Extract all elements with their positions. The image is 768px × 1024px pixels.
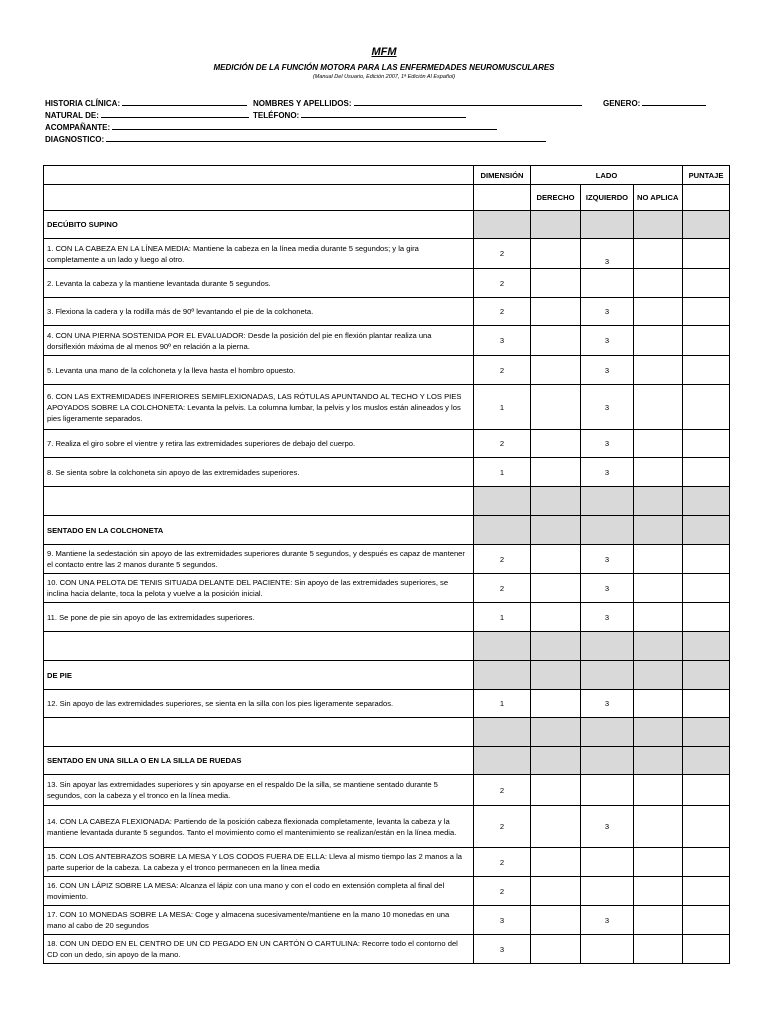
item-text: 3. Flexiona la cadera y la rodilla más de 90º levantando el pie de la colchoneta. bbox=[44, 298, 474, 326]
item-row bbox=[44, 775, 730, 806]
shaded-cell bbox=[581, 718, 634, 747]
field-genero-label: GENERO: bbox=[603, 99, 641, 108]
item-row bbox=[44, 848, 730, 877]
score-derecho-cell[interactable] bbox=[531, 775, 581, 806]
shaded-cell bbox=[683, 487, 730, 516]
item-izquierdo[interactable] bbox=[581, 269, 634, 298]
score-puntaje-cell[interactable] bbox=[683, 239, 730, 269]
shaded-cell bbox=[581, 747, 634, 775]
shaded-cell bbox=[474, 747, 531, 775]
shaded-cell bbox=[474, 718, 531, 747]
shaded-cell bbox=[634, 718, 683, 747]
item-izquierdo[interactable] bbox=[581, 775, 634, 806]
item-text: 10. CON UNA PELOTA DE TENIS SITUADA DELANTE DEL PACIENTE: Sin apoyo de las extremidades superiores, se inclina hacia delante, toca la pelota y vuelve a la posición inicial. bbox=[44, 574, 474, 603]
shaded-cell bbox=[683, 632, 730, 661]
score-no-aplica-cell[interactable] bbox=[634, 545, 683, 574]
item-text: 5. Levanta una mano de la colchoneta y la lleva hasta el hombro opuesto. bbox=[44, 356, 474, 385]
item-dimension: 3 bbox=[474, 906, 531, 935]
score-derecho-cell[interactable] bbox=[531, 906, 581, 935]
item-text: 7. Realiza el giro sobre el vientre y retira las extremidades superiores de debajo del cuerpo. bbox=[44, 430, 474, 458]
item-text: 9. Mantiene la sedestación sin apoyo de las extremidades superiores durante 5 segundos, y después es capaz de mantener el contacto entre las 2 manos durante 5 segundos. bbox=[44, 545, 474, 574]
score-puntaje-cell[interactable] bbox=[683, 690, 730, 718]
score-derecho-cell[interactable] bbox=[531, 269, 581, 298]
item-text: 2. Levanta la cabeza y la mantiene levantada durante 5 segundos. bbox=[44, 269, 474, 298]
score-derecho-cell[interactable] bbox=[531, 574, 581, 603]
shaded-cell bbox=[581, 487, 634, 516]
spacer-cell bbox=[44, 632, 474, 661]
shaded-cell bbox=[531, 487, 581, 516]
score-puntaje-cell[interactable] bbox=[683, 458, 730, 487]
field-acompanante-line[interactable] bbox=[112, 122, 497, 130]
score-no-aplica-cell[interactable] bbox=[634, 356, 683, 385]
item-row bbox=[44, 430, 730, 458]
header-row-1 bbox=[44, 166, 730, 185]
spacer-cell bbox=[44, 718, 474, 747]
shaded-cell bbox=[634, 516, 683, 545]
score-derecho-cell[interactable] bbox=[531, 603, 581, 632]
item-izquierdo[interactable] bbox=[581, 877, 634, 906]
item-row bbox=[44, 356, 730, 385]
item-izquierdo[interactable]: 3 bbox=[581, 458, 634, 487]
field-genero bbox=[603, 98, 706, 108]
item-text: 14. CON LA CABEZA FLEXIONADA: Partiendo de la posición cabeza flexionada completamente, levanta la cabeza y la mantiene levantada durante 5 segundos. Tanto el movimiento como el mantenimiento se realizan/están en la línea media. bbox=[44, 806, 474, 848]
score-no-aplica-cell[interactable] bbox=[634, 935, 683, 964]
item-text: 1. CON LA CABEZA EN LA LÍNEA MEDIA: Mantiene la cabeza en la línea media durante 5 segundos; y la gira completamente a un lado y luego al otro. bbox=[44, 239, 474, 269]
item-izquierdo[interactable]: 3 bbox=[581, 603, 634, 632]
score-derecho-cell[interactable] bbox=[531, 356, 581, 385]
score-no-aplica-cell[interactable] bbox=[634, 806, 683, 848]
item-row bbox=[44, 877, 730, 906]
item-izquierdo[interactable]: 3 bbox=[581, 385, 634, 430]
score-puntaje-cell[interactable] bbox=[683, 775, 730, 806]
spacer-cell bbox=[44, 487, 474, 516]
item-dimension: 3 bbox=[474, 326, 531, 356]
score-no-aplica-cell[interactable] bbox=[634, 458, 683, 487]
field-nombres bbox=[253, 98, 582, 108]
item-text: 13. Sin apoyar las extremidades superiores y sin apoyarse en el respaldo De la silla, se mantiene sentado durante 5 segundos, con la cabeza y el tronco en la línea media. bbox=[44, 775, 474, 806]
shaded-cell bbox=[581, 661, 634, 690]
score-puntaje-cell[interactable] bbox=[683, 574, 730, 603]
item-row bbox=[44, 935, 730, 964]
shaded-cell bbox=[634, 487, 683, 516]
score-puntaje-cell[interactable] bbox=[683, 806, 730, 848]
item-text: 17. CON 10 MONEDAS SOBRE LA MESA: Coge y almacena sucesivamente/mantiene en la mano 10 monedas en una mano al cabo de 20 segundos bbox=[44, 906, 474, 935]
shaded-cell bbox=[581, 516, 634, 545]
spacer-row bbox=[44, 632, 730, 661]
score-puntaje-cell[interactable] bbox=[683, 906, 730, 935]
shaded-cell bbox=[683, 747, 730, 775]
score-no-aplica-cell[interactable] bbox=[634, 690, 683, 718]
shaded-cell bbox=[581, 632, 634, 661]
shaded-cell bbox=[683, 661, 730, 690]
item-row bbox=[44, 574, 730, 603]
score-no-aplica-cell[interactable] bbox=[634, 906, 683, 935]
item-dimension: 2 bbox=[474, 877, 531, 906]
item-dimension: 1 bbox=[474, 690, 531, 718]
shaded-cell bbox=[683, 211, 730, 239]
col-dimension: DIMENSIÓN bbox=[474, 166, 531, 185]
header-row-2 bbox=[44, 185, 730, 211]
shaded-cell bbox=[683, 516, 730, 545]
score-puntaje-cell[interactable] bbox=[683, 298, 730, 326]
item-row bbox=[44, 906, 730, 935]
field-acompanante bbox=[45, 122, 497, 132]
score-no-aplica-cell[interactable] bbox=[634, 877, 683, 906]
field-diagnostico bbox=[45, 134, 546, 144]
score-no-aplica-cell[interactable] bbox=[634, 385, 683, 430]
shaded-cell bbox=[474, 211, 531, 239]
score-puntaje-cell[interactable] bbox=[683, 545, 730, 574]
score-derecho-cell[interactable] bbox=[531, 806, 581, 848]
item-izquierdo[interactable]: 3 bbox=[581, 545, 634, 574]
item-izquierdo[interactable]: 3 bbox=[581, 690, 634, 718]
shaded-cell bbox=[531, 632, 581, 661]
col-lado: LADO bbox=[531, 166, 683, 185]
col-derecho: DERECHO bbox=[531, 185, 581, 211]
item-izquierdo[interactable]: 3 bbox=[581, 298, 634, 326]
section-title: SENTADO EN LA COLCHONETA bbox=[44, 516, 474, 545]
item-dimension: 2 bbox=[474, 848, 531, 877]
item-dimension: 2 bbox=[474, 775, 531, 806]
item-dimension: 2 bbox=[474, 298, 531, 326]
score-derecho-cell[interactable] bbox=[531, 385, 581, 430]
item-dimension: 2 bbox=[474, 356, 531, 385]
shaded-cell bbox=[581, 211, 634, 239]
score-no-aplica-cell[interactable] bbox=[634, 239, 683, 269]
field-natural-line[interactable] bbox=[101, 110, 249, 118]
item-izquierdo[interactable]: 3 bbox=[581, 239, 634, 269]
item-row bbox=[44, 603, 730, 632]
field-diagnostico-line[interactable] bbox=[106, 134, 546, 142]
item-text: 6. CON LAS EXTREMIDADES INFERIORES SEMIFLEXIONADAS, LAS RÓTULAS APUNTANDO AL TECHO Y LOS PIES APOYADOS SOBRE LA COLCHONETA: Levanta la pelvis. La columna lumbar, la pelvis y los muslos están alineados y los pies ligeramente separados. bbox=[44, 385, 474, 430]
field-natural-label: NATURAL DE: bbox=[45, 111, 99, 120]
field-nombres-line[interactable] bbox=[354, 98, 582, 106]
score-derecho-cell[interactable] bbox=[531, 545, 581, 574]
score-puntaje-cell[interactable] bbox=[683, 877, 730, 906]
score-no-aplica-cell[interactable] bbox=[634, 326, 683, 356]
item-izquierdo[interactable]: 3 bbox=[581, 906, 634, 935]
col-izquierdo: IZQUIERDO bbox=[581, 185, 634, 211]
score-derecho-cell[interactable] bbox=[531, 298, 581, 326]
spacer-row bbox=[44, 487, 730, 516]
item-dimension: 3 bbox=[474, 935, 531, 964]
item-text: 12. Sin apoyo de las extremidades superiores, se sienta en la silla con los pies ligeramente separados. bbox=[44, 690, 474, 718]
field-telefono bbox=[253, 110, 466, 120]
score-puntaje-cell[interactable] bbox=[683, 430, 730, 458]
shaded-cell bbox=[474, 661, 531, 690]
header-blank bbox=[44, 166, 474, 185]
score-no-aplica-cell[interactable] bbox=[634, 298, 683, 326]
shaded-cell bbox=[531, 747, 581, 775]
field-natural bbox=[45, 110, 249, 120]
col-no-aplica: NO APLICA bbox=[634, 185, 683, 211]
item-izquierdo[interactable] bbox=[581, 935, 634, 964]
item-row bbox=[44, 545, 730, 574]
section-row bbox=[44, 661, 730, 690]
item-text: 11. Se pone de pie sin apoyo de las extremidades superiores. bbox=[44, 603, 474, 632]
item-dimension: 2 bbox=[474, 239, 531, 269]
section-title: DE PIE bbox=[44, 661, 474, 690]
item-dimension: 2 bbox=[474, 574, 531, 603]
item-row bbox=[44, 806, 730, 848]
score-puntaje-cell[interactable] bbox=[683, 935, 730, 964]
header-blank bbox=[44, 185, 474, 211]
header-blank bbox=[683, 185, 730, 211]
score-derecho-cell[interactable] bbox=[531, 326, 581, 356]
field-acompanante-label: ACOMPAÑANTE: bbox=[45, 123, 111, 132]
score-derecho-cell[interactable] bbox=[531, 848, 581, 877]
score-derecho-cell[interactable] bbox=[531, 935, 581, 964]
score-derecho-cell[interactable] bbox=[531, 877, 581, 906]
shaded-cell bbox=[474, 516, 531, 545]
score-no-aplica-cell[interactable] bbox=[634, 775, 683, 806]
score-no-aplica-cell[interactable] bbox=[634, 430, 683, 458]
document-title: MFM bbox=[371, 46, 397, 58]
item-row bbox=[44, 690, 730, 718]
document-subtitle: MEDICIÓN DE LA FUNCIÓN MOTORA PARA LAS ENFERMEDADES NEUROMUSCULARES bbox=[213, 63, 555, 72]
item-izquierdo[interactable]: 3 bbox=[581, 326, 634, 356]
field-genero-line[interactable] bbox=[642, 98, 706, 106]
score-no-aplica-cell[interactable] bbox=[634, 603, 683, 632]
shaded-cell bbox=[634, 747, 683, 775]
score-derecho-cell[interactable] bbox=[531, 690, 581, 718]
shaded-cell bbox=[531, 718, 581, 747]
field-telefono-label: TELÉFONO: bbox=[253, 111, 300, 120]
field-historia bbox=[45, 98, 247, 108]
item-text: 15. CON LOS ANTEBRAZOS SOBRE LA MESA Y LOS CODOS FUERA DE ELLA: Lleva al mismo tiempo las 2 manos a la parte superior de la cabeza. La cabeza y el tronco permanecen en la línea media bbox=[44, 848, 474, 877]
item-row bbox=[44, 239, 730, 269]
shaded-cell bbox=[531, 661, 581, 690]
score-derecho-cell[interactable] bbox=[531, 239, 581, 269]
edition-note: (Manual Del Usuario, Edición 2007, 1ª Edición Al Español) bbox=[312, 74, 456, 80]
item-dimension: 1 bbox=[474, 385, 531, 430]
header-blank bbox=[474, 185, 531, 211]
item-row bbox=[44, 269, 730, 298]
score-puntaje-cell[interactable] bbox=[683, 269, 730, 298]
section-row bbox=[44, 516, 730, 545]
mfm-table bbox=[43, 165, 730, 964]
field-telefono-line[interactable] bbox=[301, 110, 466, 118]
item-izquierdo[interactable]: 3 bbox=[581, 806, 634, 848]
shaded-cell bbox=[634, 211, 683, 239]
item-row bbox=[44, 385, 730, 430]
field-diagnostico-label: DIAGNOSTICO: bbox=[45, 135, 105, 144]
shaded-cell bbox=[634, 661, 683, 690]
item-dimension: 1 bbox=[474, 603, 531, 632]
item-row bbox=[44, 458, 730, 487]
item-izquierdo[interactable]: 3 bbox=[581, 430, 634, 458]
item-izquierdo[interactable]: 3 bbox=[581, 356, 634, 385]
score-puntaje-cell[interactable] bbox=[683, 848, 730, 877]
item-izquierdo[interactable] bbox=[581, 848, 634, 877]
spacer-row bbox=[44, 718, 730, 747]
shaded-cell bbox=[474, 632, 531, 661]
field-historia-line[interactable] bbox=[122, 98, 247, 106]
item-dimension: 2 bbox=[474, 806, 531, 848]
section-row bbox=[44, 211, 730, 239]
score-derecho-cell[interactable] bbox=[531, 430, 581, 458]
item-text: 4. CON UNA PIERNA SOSTENIDA POR EL EVALUADOR: Desde la posición del pie en flexión plantar realiza una dorsiflexión máxima de al menos 90º en relación a la pierna. bbox=[44, 326, 474, 356]
shaded-cell bbox=[634, 632, 683, 661]
score-puntaje-cell[interactable] bbox=[683, 603, 730, 632]
score-derecho-cell[interactable] bbox=[531, 458, 581, 487]
section-title: DECÚBITO SUPINO bbox=[44, 211, 474, 239]
section-title: SENTADO EN UNA SILLA O EN LA SILLA DE RUEDAS bbox=[44, 747, 474, 775]
shaded-cell bbox=[683, 718, 730, 747]
shaded-cell bbox=[531, 211, 581, 239]
field-nombres-label: NOMBRES Y APELLIDOS: bbox=[253, 99, 352, 108]
item-dimension: 2 bbox=[474, 430, 531, 458]
item-row bbox=[44, 298, 730, 326]
item-dimension: 1 bbox=[474, 458, 531, 487]
field-historia-label: HISTORIA CLÍNICA: bbox=[45, 99, 121, 108]
section-row bbox=[44, 747, 730, 775]
item-izquierdo[interactable]: 3 bbox=[581, 574, 634, 603]
item-dimension: 2 bbox=[474, 545, 531, 574]
score-puntaje-cell[interactable] bbox=[683, 356, 730, 385]
col-puntaje: PUNTAJE bbox=[683, 166, 730, 185]
score-puntaje-cell[interactable] bbox=[683, 385, 730, 430]
item-text: 16. CON UN LÁPIZ SOBRE LA MESA: Alcanza el lápiz con una mano y con el codo en extensión completa al final del movimiento. bbox=[44, 877, 474, 906]
score-no-aplica-cell[interactable] bbox=[634, 574, 683, 603]
item-row bbox=[44, 326, 730, 356]
score-puntaje-cell[interactable] bbox=[683, 326, 730, 356]
shaded-cell bbox=[531, 516, 581, 545]
item-dimension: 2 bbox=[474, 269, 531, 298]
item-text: 18. CON UN DEDO EN EL CENTRO DE UN CD PEGADO EN UN CARTÓN O CARTULINA: Recorre todo el contorno del CD con un dedo, sin apoyo de la mano. bbox=[44, 935, 474, 964]
score-no-aplica-cell[interactable] bbox=[634, 848, 683, 877]
score-no-aplica-cell[interactable] bbox=[634, 269, 683, 298]
shaded-cell bbox=[474, 487, 531, 516]
item-text: 8. Se sienta sobre la colchoneta sin apoyo de las extremidades superiores. bbox=[44, 458, 474, 487]
